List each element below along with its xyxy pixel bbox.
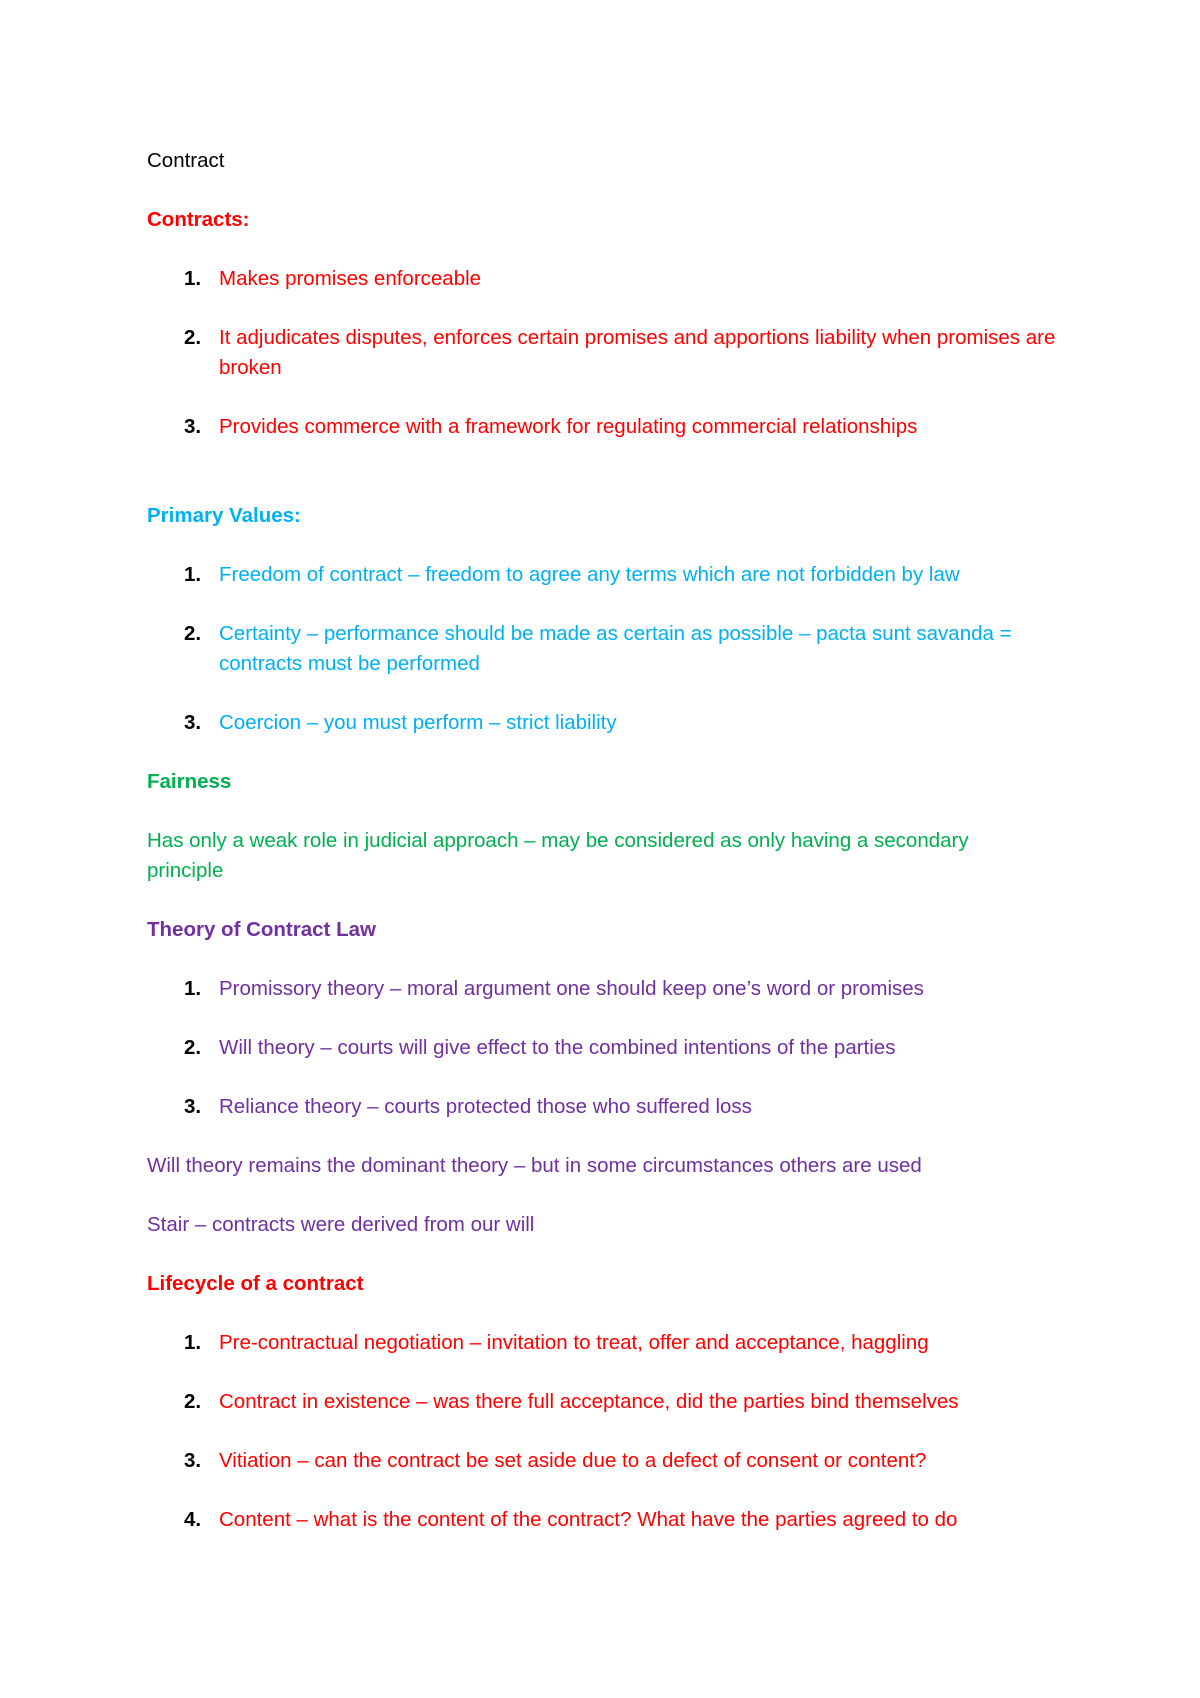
list-text: Reliance theory – courts protected those who suffered loss <box>219 1095 752 1118</box>
list-number: 1. <box>184 267 202 290</box>
theory-note-dominant: Will theory remains the dominant theory – but in some circumstances others are used <box>147 1154 922 1177</box>
list-number: 3. <box>184 1449 202 1472</box>
list-text: Will theory – courts will give effect to the combined intentions of the parties <box>219 1036 896 1059</box>
theory-note-stair: Stair – contracts were derived from our will <box>147 1213 535 1236</box>
list-number: 3. <box>184 1095 202 1118</box>
list-text: Content – what is the content of the contract? What have the parties agreed to do <box>219 1508 958 1531</box>
contracts-heading: Contracts: <box>147 208 250 231</box>
list-text: Provides commerce with a framework for regulating commercial relationships <box>219 415 918 438</box>
list-number: 1. <box>184 977 202 1000</box>
theory-heading: Theory of Contract Law <box>147 918 376 941</box>
list-number: 2. <box>184 326 202 349</box>
fairness-heading: Fairness <box>147 770 232 793</box>
list-text: It adjudicates disputes, enforces certain promises and apportions liability when promises are broken <box>219 326 1056 379</box>
list-text: Freedom of contract – freedom to agree any terms which are not forbidden by law <box>219 563 960 586</box>
document-title: Contract <box>147 149 225 172</box>
list-number: 2. <box>184 622 202 645</box>
primary-values-heading: Primary Values: <box>147 504 301 527</box>
list-text: Pre-contractual negotiation – invitation to treat, offer and acceptance, haggling <box>219 1331 929 1354</box>
list-number: 2. <box>184 1036 202 1059</box>
list-text: Certainty – performance should be made as certain as possible – pacta sunt savanda = contracts must be performed <box>219 622 1012 675</box>
list-text: Coercion – you must perform – strict liability <box>219 711 617 734</box>
list-text: Vitiation – can the contract be set aside due to a defect of consent or content? <box>219 1449 927 1472</box>
list-number: 3. <box>184 711 202 734</box>
list-number: 3. <box>184 415 202 438</box>
list-text: Contract in existence – was there full acceptance, did the parties bind themselves <box>219 1390 959 1413</box>
list-number: 1. <box>184 563 202 586</box>
list-number: 1. <box>184 1331 202 1354</box>
list-text: Promissory theory – moral argument one should keep one’s word or promises <box>219 977 924 1000</box>
list-number: 2. <box>184 1390 202 1413</box>
list-text: Makes promises enforceable <box>219 267 482 290</box>
list-number: 4. <box>184 1508 202 1531</box>
lifecycle-heading: Lifecycle of a contract <box>147 1272 364 1295</box>
fairness-body: Has only a weak role in judicial approach – may be considered as only having a secondary principle <box>147 829 969 882</box>
